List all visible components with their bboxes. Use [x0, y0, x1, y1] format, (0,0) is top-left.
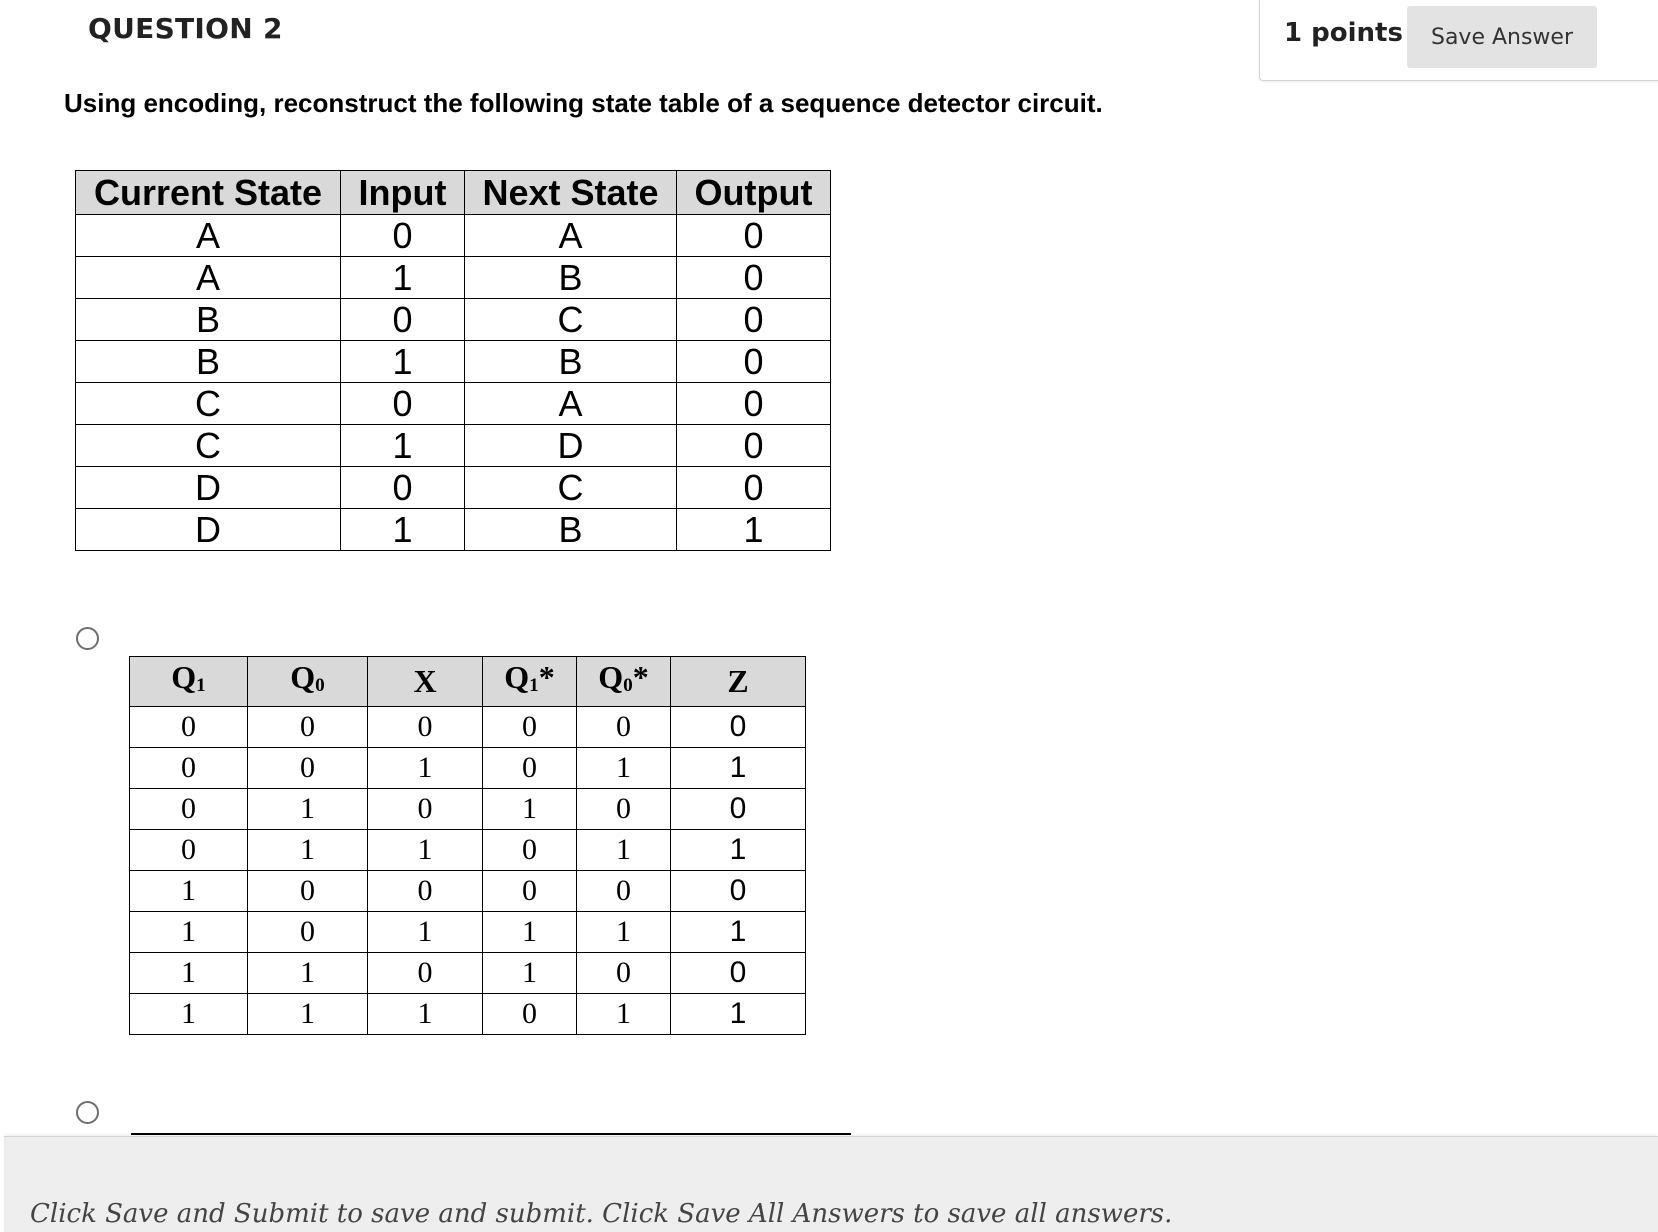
header-symbol: Q: [598, 659, 624, 695]
state-table-cell: 0: [677, 467, 831, 509]
option-a-cell: 0: [483, 870, 577, 911]
state-table-cell: A: [465, 383, 677, 425]
save-answer-button[interactable]: Save Answer: [1407, 6, 1597, 68]
state-table-cell: 1: [341, 257, 465, 299]
option-a-cell: 1: [368, 993, 483, 1034]
state-table-cell: 0: [341, 383, 465, 425]
header-next-marker: *: [632, 659, 649, 695]
state-table-cell: B: [76, 299, 341, 341]
header-symbol: X: [413, 663, 437, 700]
state-table-cell: D: [465, 425, 677, 467]
state-table-cell: B: [76, 341, 341, 383]
option-a-cell: 1: [483, 788, 577, 829]
option-a-cell: 1: [577, 747, 671, 788]
option-a-column-header: [671, 657, 806, 707]
option-a-cell: 0: [368, 952, 483, 993]
state-table-row: [76, 383, 831, 425]
state-table-cell: D: [76, 509, 341, 551]
option-b-radio[interactable]: [76, 1101, 99, 1124]
state-table-cell: 0: [677, 383, 831, 425]
state-table-cell: 0: [677, 299, 831, 341]
state-table-cell: 0: [677, 257, 831, 299]
option-a-cell: 0: [248, 911, 368, 952]
state-table-row: [76, 467, 831, 509]
option-a-cell: 0: [483, 747, 577, 788]
header-next-marker: *: [538, 659, 555, 695]
option-a-cell: 1: [248, 829, 368, 870]
header-subscript: 0: [315, 674, 325, 696]
option-a-column-header: [483, 657, 577, 707]
option-a-column-header: [130, 657, 248, 707]
state-table-cell: 1: [341, 425, 465, 467]
option-a-cell: 0: [368, 788, 483, 829]
header-symbol: Q: [504, 659, 530, 695]
option-a-cell: 0: [671, 870, 806, 911]
option-a-cell: 0: [248, 706, 368, 747]
state-table-cell: C: [465, 299, 677, 341]
option-a-cell: 1: [483, 952, 577, 993]
option-a-cell: 0: [671, 952, 806, 993]
state-table-cell: 0: [677, 215, 831, 257]
option-a-cell: 0: [130, 706, 248, 747]
option-a-column-header: [248, 657, 368, 707]
option-a-cell: 1: [130, 952, 248, 993]
option-a-table: [129, 656, 806, 1035]
option-a-row: [130, 870, 806, 911]
state-table-cell: 1: [677, 509, 831, 551]
state-table: [75, 170, 831, 551]
state-table-cell: A: [465, 215, 677, 257]
points-label: 1 points: [1284, 18, 1403, 48]
option-a-cell: 0: [483, 829, 577, 870]
column-header-output: Output: [677, 171, 831, 215]
option-a-cell: 0: [577, 788, 671, 829]
option-a-cell: 1: [130, 870, 248, 911]
state-table-row: [76, 341, 831, 383]
state-table-cell: A: [76, 215, 341, 257]
option-a-cell: 1: [248, 788, 368, 829]
column-header-next-state: Next State: [465, 171, 677, 215]
option-a-cell: 0: [671, 788, 806, 829]
option-a-cell: 1: [577, 993, 671, 1034]
option-b-table-top-edge: [131, 1133, 851, 1135]
option-a-row: [130, 706, 806, 747]
header-subscript: 0: [623, 674, 633, 696]
option-a-cell: 1: [577, 911, 671, 952]
option-a-radio[interactable]: [76, 627, 99, 650]
option-a-cell: 0: [483, 706, 577, 747]
footer-instructions: Click Save and Submit to save and submit. Click Save All Answers to save all answers.: [30, 1199, 1173, 1229]
state-table-cell: 0: [341, 299, 465, 341]
state-table-cell: D: [76, 467, 341, 509]
header-subscript: 1: [529, 674, 539, 696]
state-table-cell: 1: [341, 509, 465, 551]
state-table-row: [76, 299, 831, 341]
option-a-cell: 0: [368, 706, 483, 747]
option-a-cell: 0: [577, 706, 671, 747]
state-table-cell: 1: [341, 341, 465, 383]
option-a-cell: 0: [577, 952, 671, 993]
footer-bar: [4, 1136, 1658, 1232]
option-a-cell: 0: [577, 870, 671, 911]
option-a-cell: 1: [671, 911, 806, 952]
option-a-cell: 1: [671, 829, 806, 870]
state-table-cell: B: [465, 341, 677, 383]
header-symbol: Z: [727, 663, 749, 700]
header-symbol: Q: [290, 659, 316, 695]
state-table-cell: C: [465, 467, 677, 509]
state-table-row: [76, 257, 831, 299]
option-a-cell: 0: [368, 870, 483, 911]
option-a-cell: 1: [483, 911, 577, 952]
state-table-row: [76, 509, 831, 551]
option-a-cell: 1: [130, 911, 248, 952]
question-title: QUESTION 2: [88, 12, 283, 45]
option-a-row: [130, 952, 806, 993]
option-a-cell: 0: [248, 870, 368, 911]
option-a-cell: 0: [671, 706, 806, 747]
option-a-cell: 1: [368, 829, 483, 870]
option-a-row: [130, 829, 806, 870]
state-table-cell: A: [76, 257, 341, 299]
option-a-row: [130, 993, 806, 1034]
option-a-cell: 0: [130, 829, 248, 870]
column-header-current-state: Current State: [76, 171, 341, 215]
option-a-cell: 1: [671, 747, 806, 788]
option-a-column-header: [368, 657, 483, 707]
option-a-cell: 0: [483, 993, 577, 1034]
option-a-cell: 0: [248, 747, 368, 788]
state-table-cell: B: [465, 509, 677, 551]
option-a-cell: 1: [368, 747, 483, 788]
state-table-cell: B: [465, 257, 677, 299]
option-a-header-row: [130, 657, 806, 707]
option-a-row: [130, 911, 806, 952]
option-a-cell: 1: [671, 993, 806, 1034]
state-table-cell: C: [76, 425, 341, 467]
state-table-cell: 0: [341, 215, 465, 257]
points-panel: [1259, 0, 1658, 81]
option-a-column-header: [577, 657, 671, 707]
question-text: Using encoding, reconstruct the following state table of a sequence detector circuit.: [64, 88, 1103, 118]
option-a-cell: 1: [248, 993, 368, 1034]
state-table-header-row: [76, 171, 831, 215]
option-a-row: [130, 747, 806, 788]
state-table-cell: 0: [677, 341, 831, 383]
header-subscript: 1: [196, 674, 206, 696]
state-table-row: [76, 215, 831, 257]
state-table-cell: C: [76, 383, 341, 425]
option-a-cell: 1: [577, 829, 671, 870]
option-a-cell: 0: [130, 747, 248, 788]
option-a-cell: 1: [130, 993, 248, 1034]
column-header-input: Input: [341, 171, 465, 215]
header-symbol: Q: [171, 659, 197, 695]
option-a-row: [130, 788, 806, 829]
state-table-cell: 0: [341, 467, 465, 509]
option-a-cell: 0: [130, 788, 248, 829]
option-a-cell: 1: [368, 911, 483, 952]
option-a-cell: 1: [248, 952, 368, 993]
state-table-cell: 0: [677, 425, 831, 467]
state-table-row: [76, 425, 831, 467]
